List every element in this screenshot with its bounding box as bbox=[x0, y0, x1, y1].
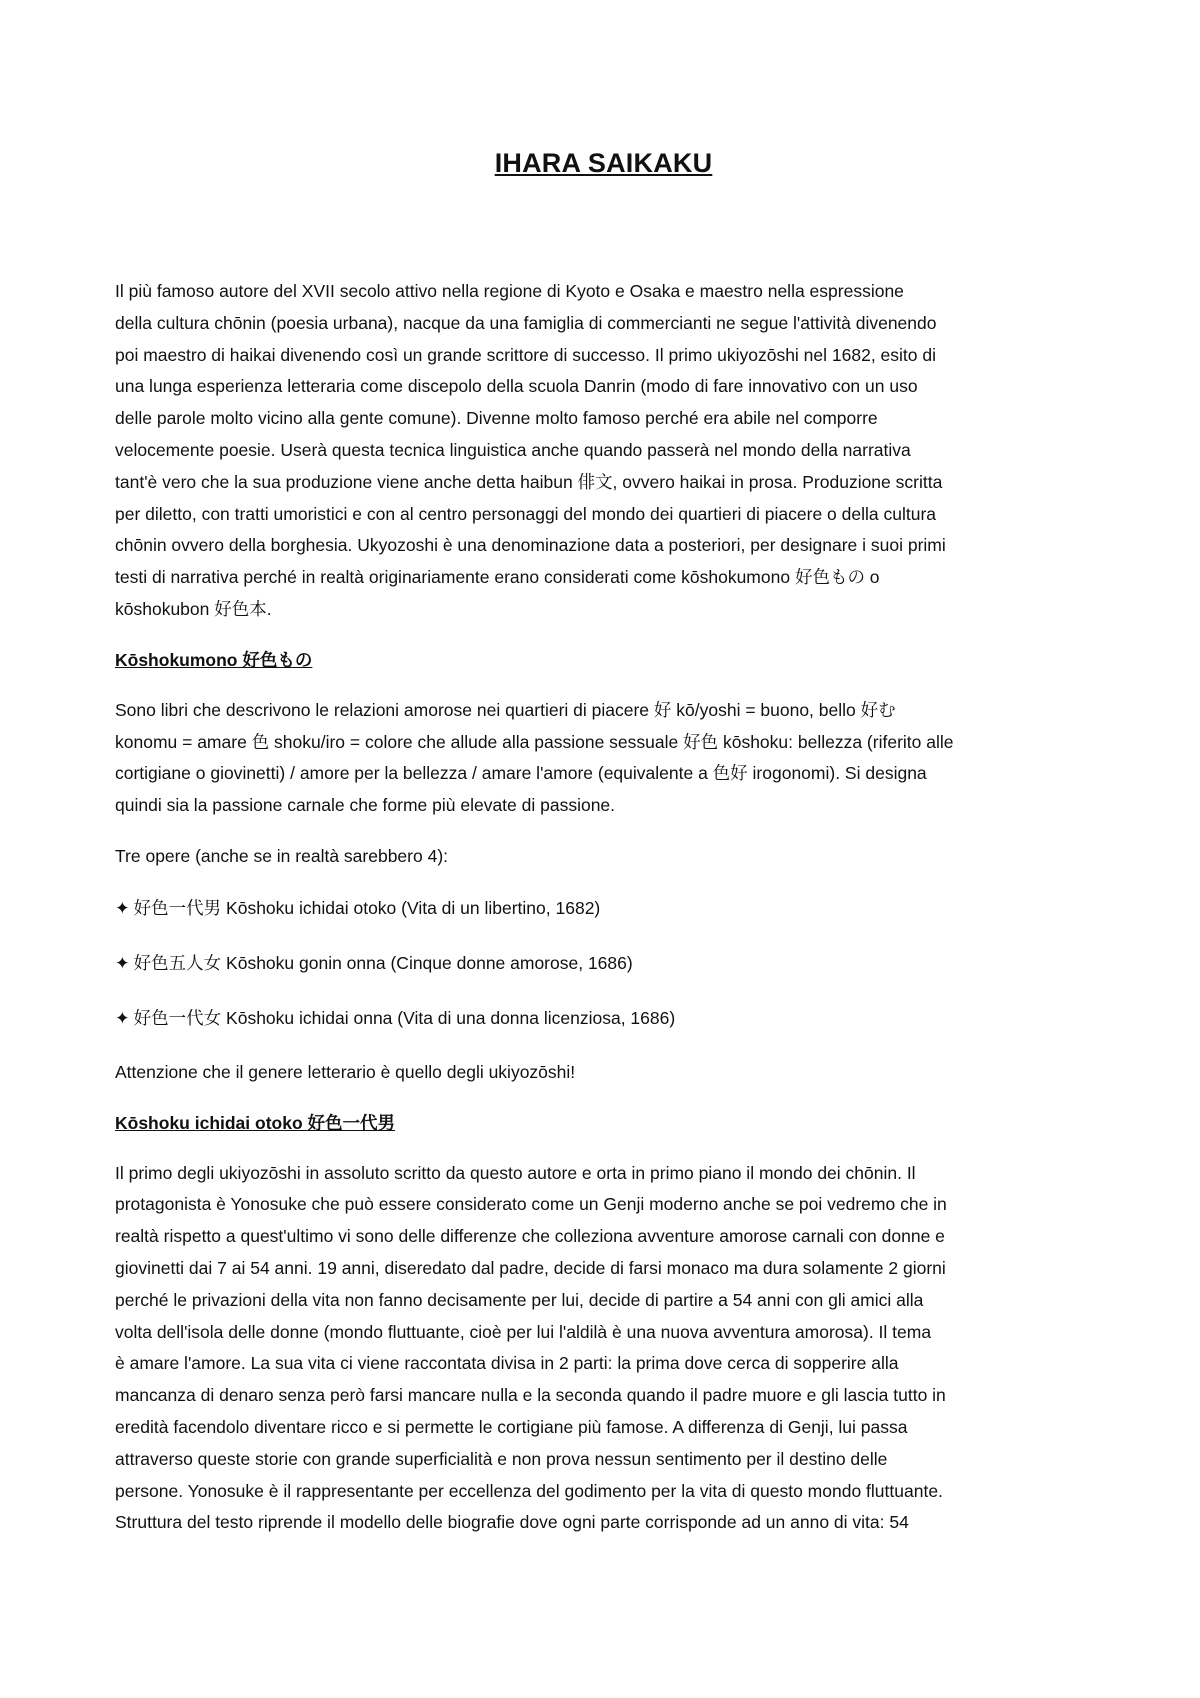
text-line: delle parole molto vicino alla gente comune). Divenne molto famoso perché era abile nel comporre bbox=[115, 408, 878, 429]
document-title: IHARA SAIKAKU bbox=[494, 148, 713, 178]
text-line: mancanza di denaro senza però farsi mancare nulla e la seconda quando il padre muore e gli lascia tutto in bbox=[115, 1385, 946, 1406]
text-line: Struttura del testo riprende il modello delle biografie dove ogni parte corrisponde ad un anno di vita: 54 bbox=[115, 1512, 909, 1533]
text-line: kōshokubon 好色本. bbox=[115, 598, 272, 619]
text-line: una lunga esperienza letteraria come discepolo della scuola Danrin (modo di fare innovativo con un uso bbox=[115, 376, 918, 397]
text-line: realtà rispetto a quest'ultimo vi sono delle differenze che colleziona avventure amorose carnali con donne e bbox=[115, 1226, 945, 1247]
list-item bbox=[115, 947, 1092, 980]
text-line: attraverso queste storie con grande superficialità e non prova nessun sentimento per il destino delle bbox=[115, 1448, 888, 1469]
text-line: konomu = amare 色 shoku/iro = colore che allude alla passione sessuale 好色 kōshoku: bellezza (riferito alle bbox=[115, 731, 954, 752]
text-line: chōnin ovvero della borghesia. Ukyozoshi è una denominazione data a posteriori, per designare i suoi primi bbox=[115, 535, 946, 556]
works-intro: Tre opere (anche se in realtà sarebbero 4): bbox=[115, 845, 449, 866]
text-line: quindi sia la passione carnale che forme più elevate di passione. bbox=[115, 795, 616, 816]
text-line: protagonista è Yonosuke che può essere considerato come un Genji moderno anche se poi vedremo che in bbox=[115, 1194, 947, 1215]
text-line: cortigiane o giovinetti) / amore per la bellezza / amare l'amore (equivalente a 色好 irogonomi). Si designa bbox=[115, 763, 927, 784]
work-title: 好色五人女 Kōshoku gonin onna (Cinque donne amorose, 1686) bbox=[133, 952, 633, 973]
text-line: persone. Yonosuke è il rappresentante per eccellenza del godimento per la vita di questo mondo fluttuante. bbox=[115, 1480, 943, 1501]
text-line: eredità facendolo diventare ricco e si permette le cortigiane più famose. A differenza di Genji, lui passa bbox=[115, 1416, 908, 1437]
section-heading-koshokumono: Kōshokumono 好色もの bbox=[115, 649, 313, 670]
text-line: Il primo degli ukiyozōshi in assoluto scritto da questo autore e orta in primo piano il mondo dei chōnin. Il bbox=[115, 1162, 916, 1183]
text-line: della cultura chōnin (poesia urbana), nacque da una famiglia di commercianti ne segue l'attività divenendo bbox=[115, 312, 937, 333]
four-pointed-star-icon: ✦ bbox=[115, 897, 130, 918]
text-line: giovinetti dai 7 ai 54 anni. 19 anni, diseredato dal padre, decide di farsi monaco ma dura solamente 2 giorni bbox=[115, 1257, 946, 1278]
intro-paragraph bbox=[115, 276, 1092, 626]
list-item bbox=[115, 892, 1092, 925]
work-title: 好色一代男 Kōshoku ichidai otoko (Vita di un libertino, 1682) bbox=[133, 897, 601, 918]
text-line: per diletto, con tratti umoristici e con al centro personaggi del mondo dei quartieri di piacere o della cultura bbox=[115, 503, 937, 524]
genre-note: Attenzione che il genere letterario è quello degli ukiyozōshi! bbox=[115, 1061, 576, 1082]
text-line: velocemente poesie. Userà questa tecnica linguistica anche quando passerà nel mondo della narrativa bbox=[115, 439, 911, 460]
koshokumono-paragraph bbox=[115, 695, 1092, 822]
text-line: è amare l'amore. La sua vita ci viene raccontata divisa in 2 parti: la prima dove cerca di sopperire alla bbox=[115, 1353, 899, 1374]
four-pointed-star-icon: ✦ bbox=[115, 1007, 130, 1028]
text-line: testi di narrativa perché in realtà originariamente erano considerati come kōshokumono 好色もの o bbox=[115, 567, 880, 588]
four-pointed-star-icon: ✦ bbox=[115, 952, 130, 973]
text-line: Sono libri che descrivono le relazioni amorose nei quartieri di piacere 好 kō/yoshi = buono, bello 好む bbox=[115, 699, 896, 720]
text-line: perché le privazioni della vita non fanno decisamente per lui, decide di partire a 54 anni con gli amici alla bbox=[115, 1289, 924, 1310]
text-line: poi maestro di haikai divenendo così un grande scrittore di successo. Il primo ukiyozōshi nel 1682, esito di bbox=[115, 344, 936, 365]
text-line: volta dell'isola delle donne (mondo fluttuante, cioè per lui l'aldilà è una nuova avventura amorosa). Il tema bbox=[115, 1321, 932, 1342]
text-line: tant'è vero che la sua produzione viene anche detta haibun 俳文, ovvero haikai in prosa. Produzione scritta bbox=[115, 471, 943, 492]
work-title: 好色一代女 Kōshoku ichidai onna (Vita di una donna licenziosa, 1686) bbox=[133, 1007, 676, 1028]
list-item bbox=[115, 1002, 1092, 1035]
text-line: Il più famoso autore del XVII secolo attivo nella regione di Kyoto e Osaka e maestro nella espressione bbox=[115, 281, 904, 301]
koshoku-ichidai-otoko-paragraph bbox=[115, 1158, 1092, 1540]
works-list bbox=[115, 892, 1092, 1035]
section-heading-koshoku-ichidai-otoko: Kōshoku ichidai otoko 好色一代男 bbox=[115, 1112, 396, 1133]
